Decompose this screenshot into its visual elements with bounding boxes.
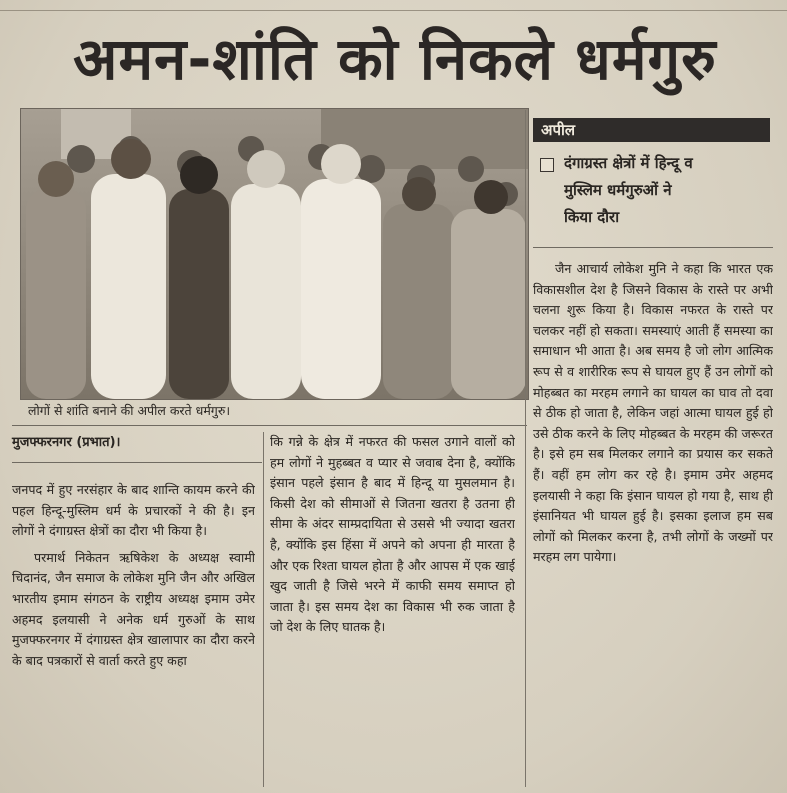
sidebar-subheading (564, 150, 770, 240)
article-paragraph: जैन आचार्य लोकेश मुनि ने कहा कि भारत एक विकासशील देश है जिसने विकास के रास्ते पर अभी चलना शुरू किया है। विकास नफरत के रास्ते पर चलकर नहीं हो सकता। समस्याएं आती हैं समस्या का समाधान भी आता है। अब समय है जो लोग आत्मिक रूप से व शारीरिक रूप से घायल हुए हैं उन लोगों को मोहब्बत का मरहम लगाने का घायल का घाव तो दवा से ठीक हो जाता है, लेकिन जहां आत्मा घायल हुई हो उसे ठीक करने के लिए मोहब्बत के मरहम की जरूरत है। इसे हम सब मिलकर लगाने का प्रयास कर सकते हैं। वहीं हम लोग कर रहे है। इमाम उमेर अहमद इलयासी ने कहा कि इंसान घायल हो गया है, साथ ही इंसानियत भी घायल हुई है। इसका इलाज हम सब लोगों को मिलकर करना है, तभी लोगों के जख्मों पर मरहम लग पायेगा। (533, 261, 773, 565)
torn-top-strip (0, 0, 787, 11)
subheading-line: मुस्लिम धर्मगुरुओं ने (564, 181, 672, 199)
article-paragraph: जनपद में हुए नरसंहार के बाद शान्ति कायम करने की पहल हिन्दू-मुस्लिम धर्म के प्रचारकों ने की है। इन लोगों ने दंगाग्रस्त क्षेत्रों का दौरा भी किया है। (12, 482, 255, 539)
column-divider-1 (263, 432, 264, 787)
sidebar-rule (533, 247, 773, 248)
article-paragraph: कि गन्ने के क्षेत्र में नफरत की फसल उगाने वालों को हम लोगों ने मुहब्बत व प्यार से जवाब देना है, क्योंकि इंसान पहले इंसान है बाद में हिन्दू या मुसलमान है। किसी देश को सीमाओं से जितना खतरा है उतना ही सीमा के अंदर साम्प्रदायिता से उससे भी ज्यादा खतरा है, क्योंकि इस हिंसा में अपने को अपना ही मारता है और एक रिश्ता घायल होता है और आपस में एक खाई खुद जाती है जिसे भरने में काफी समय समाप्त हो जाता है। इस समय देश का विकास भी रुक जाता है जो देश के लिए घातक है। (270, 434, 515, 635)
caption-rule (12, 425, 527, 426)
dateline: मुजफ्फरनगर (प्रभात)। (12, 435, 121, 450)
article-column-1 (12, 480, 255, 786)
news-photo (20, 108, 529, 400)
headline: अमन-शांति को निकले धर्मगुरु (73, 25, 717, 93)
subheading-line: किया दौरा (564, 208, 620, 226)
article-paragraph: परमार्थ निकेतन ऋषिकेश के अध्यक्ष स्वामी चिदानंद, जैन समाज के लोकेश मुनि जैन और अखिल भारतीय इमाम संगठन के राष्ट्रीय अध्यक्ष इमाम उमेर अहमद इलयासी ने अनेक धर्म गुरुओं के साथ मुजफ्फरनगर में दंगाग्रस्त क्षेत्र खालापार का दौरा करने के बाद पत्रकारों से वार्ता करते हुए कहा (12, 549, 255, 668)
subheading-line: दंगाग्रस्त क्षेत्रों में हिन्दू व (564, 154, 693, 172)
article-column-2 (270, 432, 515, 778)
sidebar-label: अपील (533, 118, 770, 142)
article-column-3 (533, 259, 773, 779)
dateline-rule (12, 462, 262, 463)
crowd-photo-illustration (21, 109, 528, 399)
photo-caption: लोगों से शांति बनाने की अपील करते धर्मगुरु। (28, 403, 231, 418)
checkbox-square-icon (540, 158, 554, 172)
column-divider-2 (525, 110, 526, 787)
